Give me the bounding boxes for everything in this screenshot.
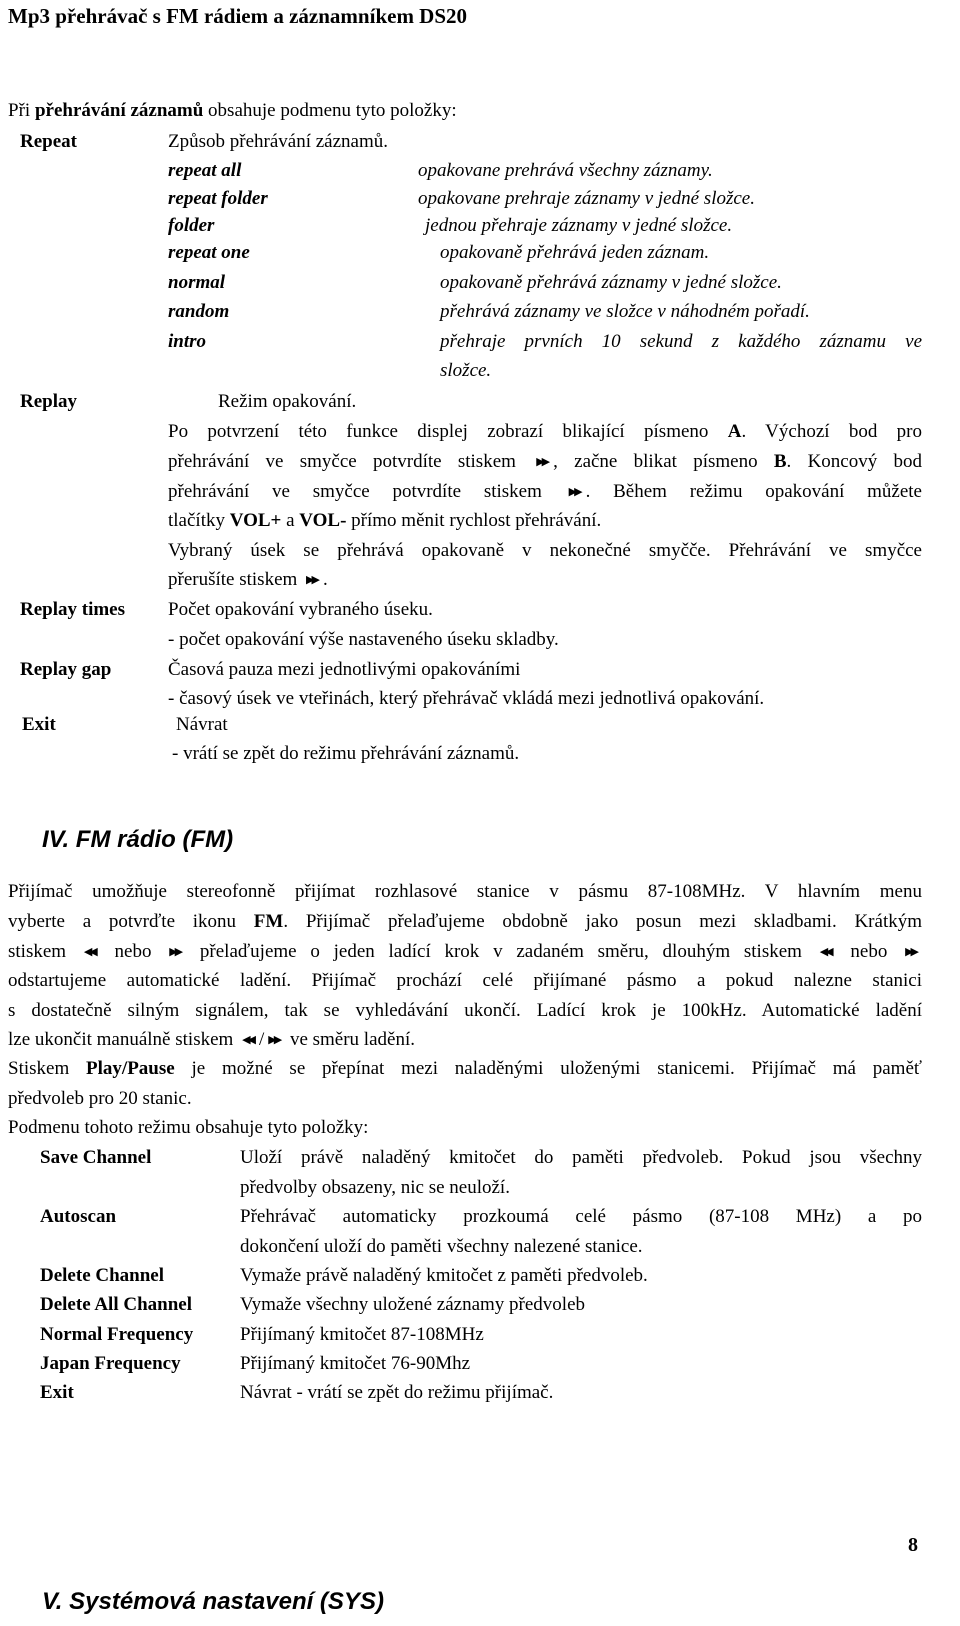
- next-icon: ▶▶: [536, 456, 548, 468]
- option-desc: opakovane prehrává všechny záznamy.: [418, 160, 713, 181]
- fm-item-label: Autoscan: [40, 1206, 117, 1227]
- fm-item-label: Exit: [40, 1382, 74, 1403]
- replay-times-sub: - počet opakování výše nastaveného úseku skladby.: [168, 629, 559, 650]
- replay-gap-label: Replay gap: [20, 659, 112, 680]
- option-desc: opakovane prehraje záznamy v jedné složce.: [418, 188, 755, 209]
- replay-times-label: Replay times: [20, 599, 126, 620]
- prev-icon: ◀◀: [83, 946, 95, 958]
- fm-item-label: Delete All Channel: [40, 1294, 192, 1315]
- playback-intro: Při přehrávání záznamů obsahuje podmenu tyto položky:: [8, 100, 457, 121]
- replay-text-line: Po potvrzení této funkce displej zobrazí blikající písmeno A. Výchozí bod pro: [168, 421, 922, 442]
- fm-text-line: Podmenu tohoto režimu obsahuje tyto položky:: [8, 1117, 369, 1138]
- exit-sub: - vrátí se zpět do režimu přehrávání záznamů.: [172, 743, 520, 764]
- fm-text-line: předvoleb pro 20 stanic.: [8, 1088, 192, 1109]
- option-name: folder: [168, 215, 215, 236]
- next-icon: ▶▶: [169, 946, 181, 958]
- document-header: Mp3 přehrávač s FM rádiem a záznamníkem DS20: [8, 4, 468, 28]
- next-icon: ▶▶: [268, 1034, 280, 1046]
- section-heading: IV. FM rádio (FM): [42, 826, 234, 853]
- fm-text-line: vyberte a potvrďte ikonu FM. Přijímač přelaďujeme obdobně jako posun mezi skladbami. Krátkým: [8, 911, 922, 932]
- fm-item-desc: Vymaže všechny uložené záznamy předvoleb: [240, 1294, 586, 1315]
- option-desc: opakovaně přehrává jeden záznam.: [440, 242, 710, 263]
- replay-text-line: přerušíte stiskem ▶▶ .: [168, 569, 328, 590]
- fm-item-label: Japan Frequency: [40, 1353, 181, 1374]
- replay-text-line: tlačítky VOL+ a VOL- přímo měnit rychlost přehrávání.: [168, 510, 602, 531]
- fm-item-desc: Přijímaný kmitočet 76-90Mhz: [240, 1353, 471, 1374]
- fm-item-desc: Přehrávač automaticky prozkoumá celé pásmo (87-108 MHz) a po: [240, 1206, 922, 1227]
- replay-gap-desc: Časová pauza mezi jednotlivými opakováními: [168, 659, 521, 680]
- fm-item-desc: Návrat - vrátí se zpět do režimu přijímač.: [240, 1382, 554, 1403]
- prev-icon: ◀◀: [242, 1034, 253, 1046]
- replay-text-line: přehrávání ve smyčce potvrdíte stiskem ▶▶ . Během režimu opakování můžete: [168, 481, 922, 502]
- page-number: 8: [908, 1534, 918, 1556]
- exit-label: Exit: [22, 714, 56, 735]
- option-name: repeat all: [168, 160, 242, 181]
- next-icon: ▶▶: [306, 574, 317, 586]
- option-name: intro: [168, 331, 207, 352]
- option-desc: přehraje prvních 10 sekund z každého záznamu ve: [440, 331, 922, 352]
- replay-desc: Režim opakování.: [218, 391, 357, 412]
- fm-item-desc: Přijímaný kmitočet 87-108MHz: [240, 1324, 484, 1345]
- option-name: random: [168, 301, 230, 322]
- fm-item-desc-cont: předvolby obsazeny, nic se neuloží.: [240, 1177, 510, 1198]
- fm-text-line: stiskem ◀◀ nebo ▶▶ přelaďujeme o jeden ladící krok v zadaném směru, dlouhým stiskem ◀◀ nebo ▶▶: [8, 941, 917, 962]
- option-desc: jednou přehraje záznamy v jedné složce.: [425, 215, 733, 236]
- fm-item-desc: Uloží právě naladěný kmitočet do paměti předvoleb. Pokud jsou všechny: [240, 1147, 922, 1168]
- next-icon: ▶▶: [905, 946, 917, 958]
- next-icon: ▶▶: [568, 486, 580, 498]
- replay-times-desc: Počet opakování vybraného úseku.: [168, 599, 433, 620]
- option-desc-cont: složce.: [440, 360, 492, 381]
- fm-item-desc-cont: dokončení uloží do paměti všechny nalezené stanice.: [240, 1236, 643, 1257]
- replay-gap-sub: - časový úsek ve vteřinách, který přehrávač vkládá mezi jednotlivá opakování.: [168, 688, 765, 709]
- option-desc: opakovaně přehrává záznamy v jedné složce.: [440, 272, 782, 293]
- repeat-label: Repeat: [20, 131, 77, 152]
- replay-text-line: Vybraný úsek se přehrává opakovaně v nekonečné smyčče. Přehrávání ve smyčce: [168, 540, 922, 561]
- repeat-desc: Způsob přehrávání záznamů.: [168, 131, 388, 152]
- fm-text-line: Stiskem Play/Pause je možné se přepínat mezi naladěnými uloženými stanicemi. Přijímač má paměť: [8, 1058, 923, 1079]
- option-name: normal: [168, 272, 226, 293]
- replay-label: Replay: [20, 391, 77, 412]
- fm-text-line: s dostatečně silným signálem, tak se vyhledávání ukončí. Ladící krok je 100kHz. Automatické ladění: [8, 1000, 922, 1021]
- option-name: repeat folder: [168, 188, 268, 209]
- option-name: repeat one: [168, 242, 250, 263]
- fm-text-line: odstartujeme automatické ladění. Přijímač prochází celé přijímané pásmo a pokud nalezne stanici: [8, 970, 922, 991]
- option-desc: přehrává záznamy ve složce v náhodném pořadí.: [440, 301, 810, 322]
- next-section-heading: V. Systémová nastavení (SYS): [42, 1588, 384, 1615]
- fm-item-desc: Vymaže právě naladěný kmitočet z paměti předvoleb.: [240, 1265, 648, 1286]
- exit-desc: Návrat: [176, 714, 228, 735]
- fm-item-label: Normal Frequency: [40, 1324, 194, 1345]
- fm-text-line: Přijímač umožňuje stereofonně přijímat rozhlasové stanice v pásmu 87-108MHz. V hlavním menu: [8, 881, 922, 902]
- fm-item-label: Delete Channel: [40, 1265, 165, 1286]
- replay-text-line: přehrávání ve smyčce potvrdíte stiskem ▶▶ , začne blikat písmeno B. Koncový bod: [168, 451, 923, 472]
- fm-item-label: Save Channel: [40, 1147, 152, 1168]
- fm-text-line: lze ukončit manuálně stiskem ◀◀ / ▶▶ ve směru ladění.: [8, 1029, 415, 1050]
- prev-icon: ◀◀: [819, 946, 831, 958]
